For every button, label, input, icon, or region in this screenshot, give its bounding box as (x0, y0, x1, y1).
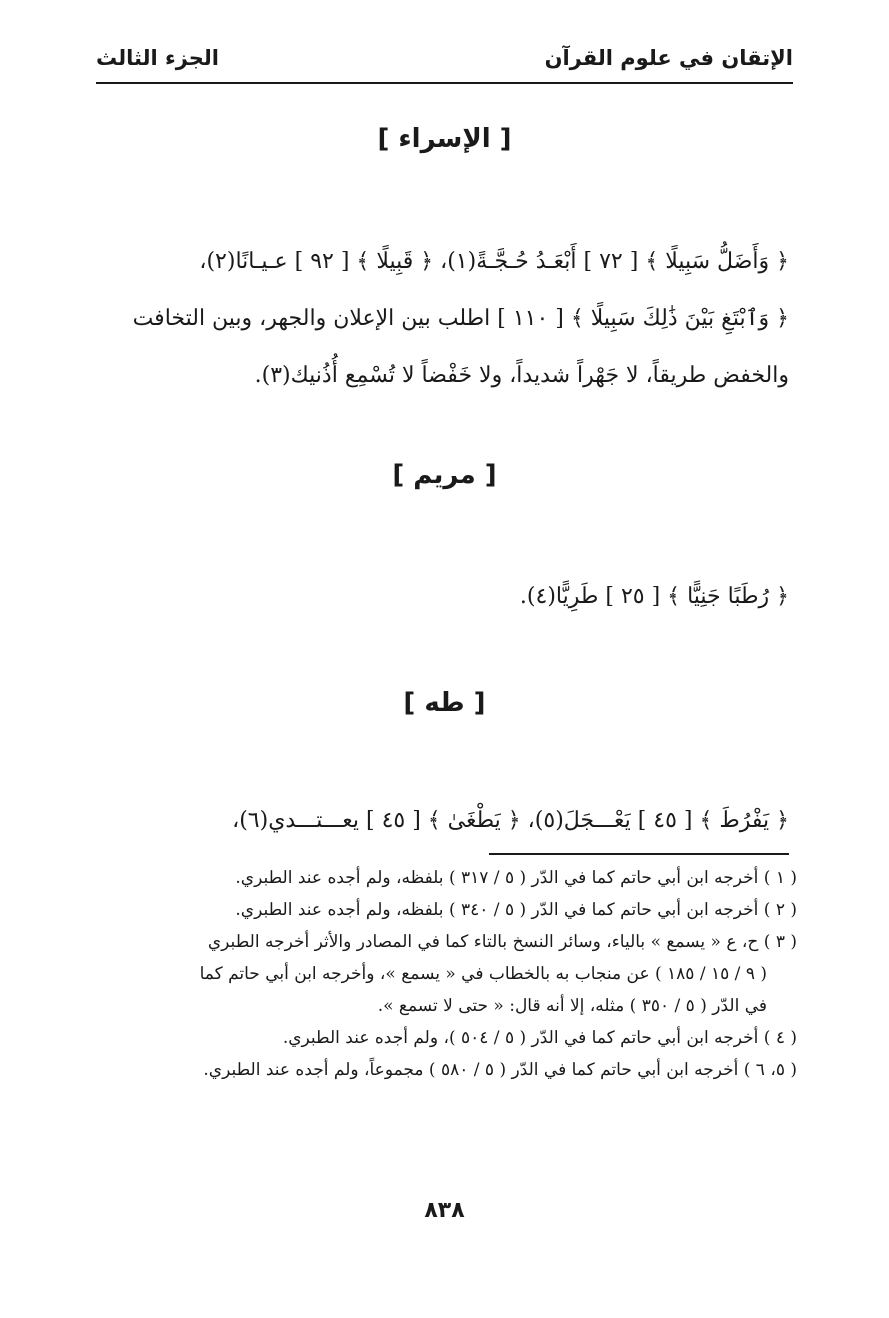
body-line: ﴿ رُطَبًا جَنِيًّا ﴾ [ ٢٥ ] طَرِيًّا(٤). (519, 584, 789, 609)
body-line: والخفض طريقاً، لا جَهْراً شديداً، ولا خَفْضاً لا تُسْمِع أُذُنيك(٣). (254, 363, 789, 388)
footnotes (96, 862, 797, 1086)
footnote-3: ( ٣ ) ح، ع « يسمع » بالياء، وسائر النسخ بالتاء كما في المصادر والأثر أخرجه الطبري (207, 932, 797, 952)
running-header (96, 40, 793, 84)
section-title-isra: [ الإسراء ] (377, 124, 512, 154)
body-line: ﴿ يَفْرُطَ ﴾ [ ٤٥ ] يَعْـــجَلَ(٥)، ﴿ يَطْغَىٰ ﴾ [ ٤٥ ] يعـــتـــدي(٦)، (232, 808, 789, 833)
footnote-4: ( ٤ ) أخرجه ابن أبي حاتم كما في الدّر ( ٥ / ٥٠٤ )، ولم أجده عند الطبري. (282, 1028, 797, 1048)
footnote-2: ( ٢ ) أخرجه ابن أبي حاتم كما في الدّر ( ٥ / ٣٤٠ ) بلفظه، ولم أجده عند الطبري. (235, 900, 797, 920)
footnote-5-6: ( ٥، ٦ ) أخرجه ابن أبي حاتم كما في الدّر ( ٥ / ٥٨٠ ) مجموعاً، ولم أجده عند الطبري. (203, 1060, 797, 1080)
body-line: ﴿ وَأَضَلُّ سَبِيلًا ﴾ [ ٧٢ ] أَبْعَـدُ حُـجَّـةً(١)، ﴿ قَبِيلًا ﴾ [ ٩٢ ] عـيـانًا(٢)، (199, 249, 789, 274)
footnote-1: ( ١ ) أخرجه ابن أبي حاتم كما في الدّر ( ٥ / ٣١٧ ) بلفظه، ولم أجده عند الطبري. (235, 868, 797, 888)
body-line: ﴿ وَٱبْتَغِ بَيْنَ ذَٰلِكَ سَبِيلًا ﴾ [ ١١٠ ] اطلب بين الإعلان والجهر، وبين التخافت (132, 306, 789, 331)
part-label: الجزء الثالث (96, 46, 219, 70)
section-title-maryam: [ مريم ] (392, 460, 497, 490)
page-number: ٨٣٨ (424, 1198, 465, 1223)
section-title-taha: [ طه ] (403, 688, 486, 718)
section-body-maryam (88, 568, 789, 625)
section-body-isra (88, 233, 789, 404)
section-body-taha (88, 792, 789, 849)
footnote-separator (489, 853, 789, 855)
footnote-3-continued: ( ٩ / ١٥ / ١٨٥ ) عن منجاب به بالخطاب في « يسمع »، وأخرجه ابن أبي حاتم كما (199, 964, 767, 984)
footnote-3-continued: في الدّر ( ٥ / ٣٥٠ ) مثله، إلا أنه قال: « حتى لا تسمع ». (377, 996, 767, 1016)
book-title: الإتقان في علوم القرآن (544, 46, 793, 70)
